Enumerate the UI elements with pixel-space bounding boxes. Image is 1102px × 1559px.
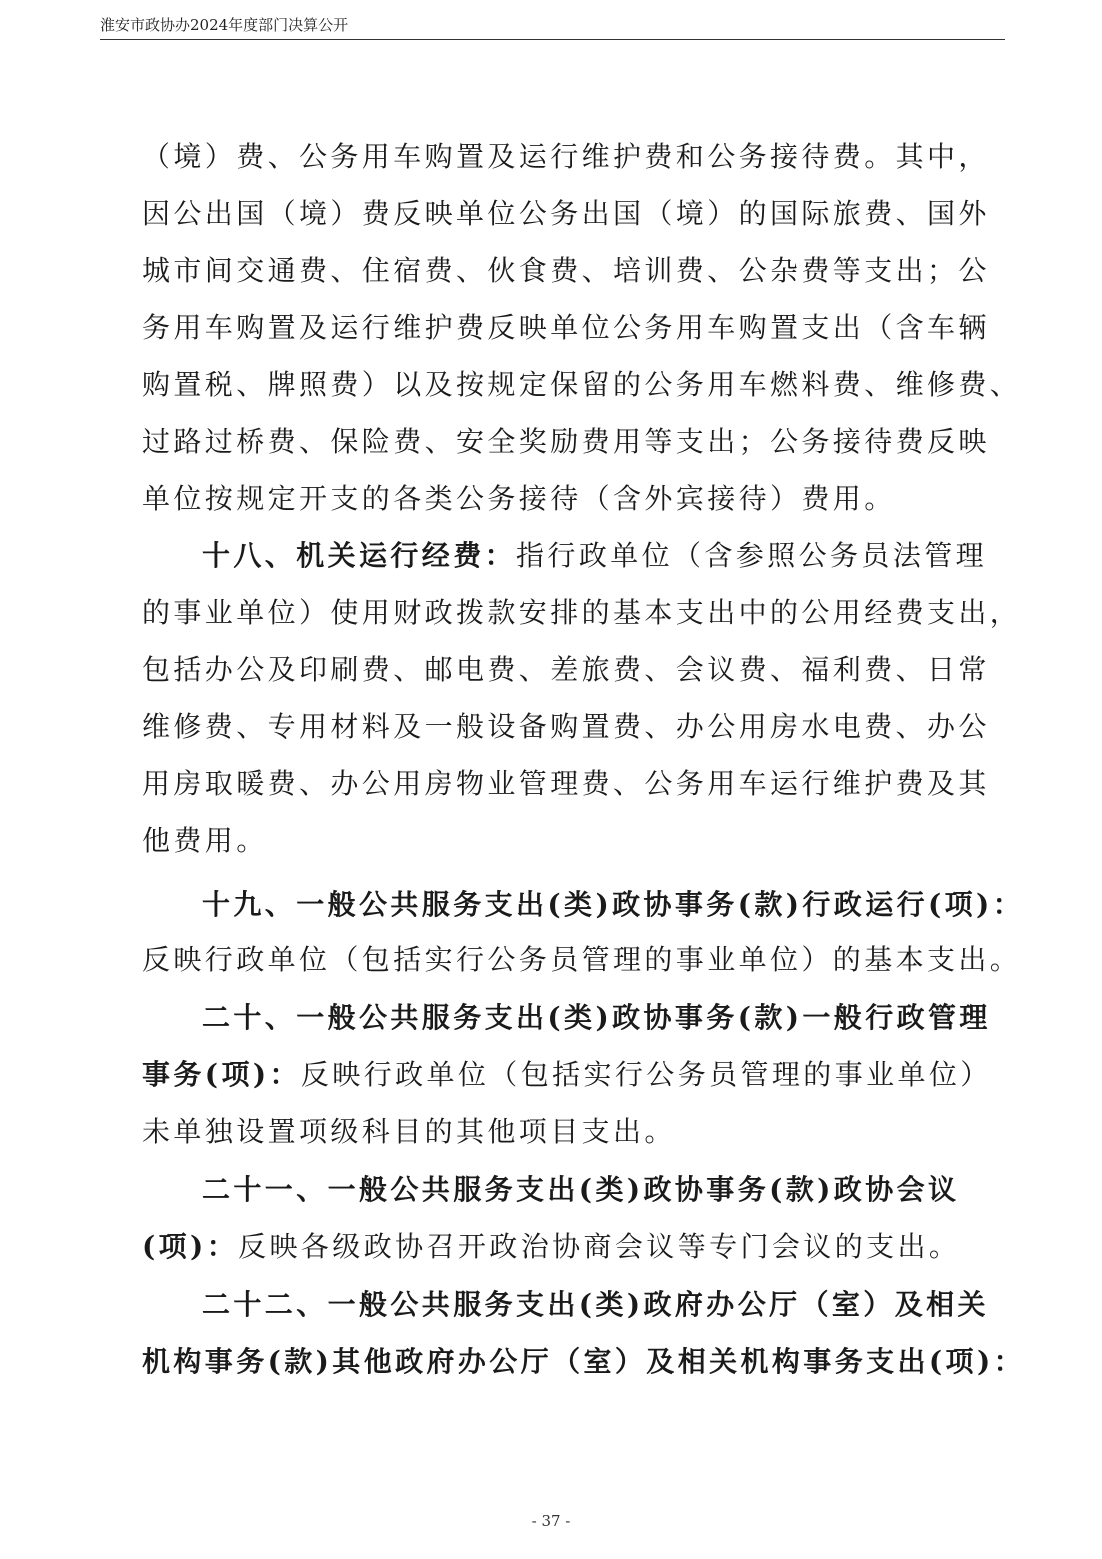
page-number: - 37 - [531,1512,571,1530]
section-title: 机构事务(款)其他政府办公厅（室）及相关机构事务支出(项)： [142,1345,1025,1378]
text-line [142,1333,1025,1391]
text-line: 用房取暖费、办公用房物业管理费、公务用车运行维护费及其 [142,767,990,800]
header-title: 淮安市政协办2024年度部门决算公开 [100,16,349,34]
text-line: 维修费、专用材料及一般设备购置费、办公用房水电费、办公 [142,710,990,743]
text-line: 因公出国（境）费反映单位公务出国（境）的国际旅费、国外 [142,197,990,230]
text-line: 的事业单位）使用财政拨款安排的基本支出中的公用经费支出， [142,596,1022,629]
section-title: (项)： [142,1230,239,1263]
section-heading-18: 十八、机关运行经费：指行政单位（含参照公务员法管理 [202,539,988,572]
text-line: 事务(项)：反映行政单位（包括实行公务员管理的事业单位） [142,1058,992,1091]
section-title: 十八、机关运行经费： [202,539,517,572]
section-title: 十九、一般公共服务支出(类)政协事务(款)行政运行(项)： [202,888,1025,921]
text-line: 他费用。 [142,824,268,857]
running-header [100,8,1005,40]
section-title: 二十一、一般公共服务支出(类)政协事务(款)政协会议 [202,1173,960,1206]
section-title: 二十、一般公共服务支出(类)政协事务(款)一般行政管理 [202,1001,991,1034]
text-line: 单位按规定开支的各类公务接待（含外宾接待）费用。 [142,482,896,515]
section-heading-20 [202,989,991,1047]
section-title: 事务(项)： [142,1058,301,1091]
text-line: 反映行政单位（包括实行公务员管理的事业单位）的基本支出。 [142,943,1022,976]
text-line: 购置税、牌照费）以及按规定保留的公务用车燃料费、维修费、 [142,368,1022,401]
text-line: 包括办公及印刷费、邮电费、差旅费、会议费、福利费、日常 [142,653,990,686]
section-title: 二十二、一般公共服务支出(类)政府办公厅（室）及相关 [202,1288,989,1321]
section-heading-19 [202,876,1024,934]
text-line: 城市间交通费、住宿费、伙食费、培训费、公杂费等支出；公 [142,254,990,287]
text-line: (项)：反映各级政协召开政治协商会议等专门会议的支出。 [142,1230,961,1263]
text-line: 务用车购置及运行维护费反映单位公务用车购置支出（含车辆 [142,311,990,344]
text-line: 过路过桥费、保险费、安全奖励费用等支出；公务接待费反映 [142,425,990,458]
text-line: 未单独设置项级科目的其他项目支出。 [142,1115,676,1148]
text-line: （境）费、公务用车购置及运行维护费和公务接待费。其中， [142,140,990,173]
section-heading-22 [202,1276,989,1334]
section-heading-21 [202,1161,959,1219]
